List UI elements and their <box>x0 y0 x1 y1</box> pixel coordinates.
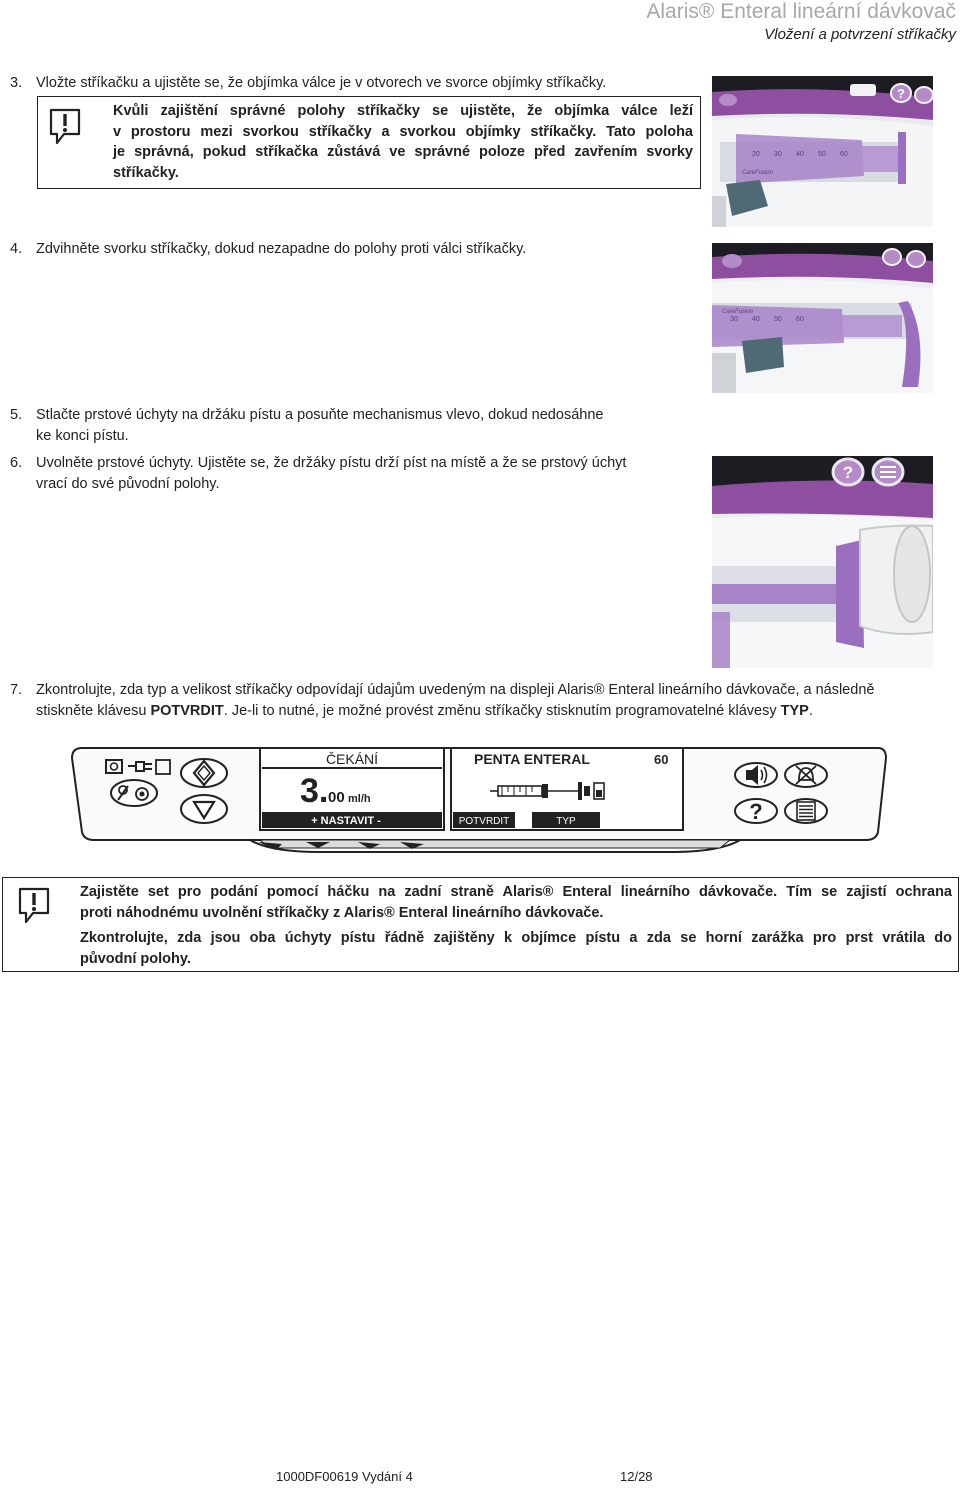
warning-1-line-4: stříkačky. <box>113 164 179 181</box>
photo-syringe-insert <box>712 76 933 227</box>
display-rate-unit: ml/h <box>348 793 371 805</box>
header-subtitle: Vložení a potvrzení stříkačky <box>764 26 956 43</box>
softkey-nastavit[interactable]: + NASTAVIT - <box>311 815 381 827</box>
help-key-label: ? <box>749 799 763 824</box>
scale-mark: 30 <box>774 151 782 158</box>
svg-text:?: ? <box>897 86 905 101</box>
warning-box-2 <box>2 877 959 972</box>
warning-icon <box>17 886 51 926</box>
step-text: vrací do své původní polohy. <box>36 476 220 492</box>
pump-front-panel <box>70 744 890 856</box>
step-number: 5. <box>10 407 23 423</box>
brand-label: CareFusion <box>742 170 774 176</box>
warning-1-line-1: Kvůli zajištění správné polohy stříkačky se ujistěte, že objímka válce leží <box>113 103 693 119</box>
step-number: 4. <box>10 241 23 257</box>
footer-page-number: 12/28 <box>620 1469 653 1484</box>
photo-plunger-holder <box>712 456 933 668</box>
scale-mark: 40 <box>796 151 804 158</box>
display-rate-dec: 00 <box>328 789 345 806</box>
scale-mark: 40 <box>752 316 760 323</box>
warning-2-line-3: Zkontrolujte, zda jsou oba úchyty pístu řádně zajištěny k objímce pístu a zda se horní zarážka pro prst vrátila do <box>80 930 952 946</box>
run-key-icon[interactable] <box>181 759 227 787</box>
scale-mark: 60 <box>796 316 804 323</box>
scale-mark: 50 <box>774 316 782 323</box>
brand-label: CareFusion <box>722 309 754 315</box>
display-syringe-size: 60 <box>654 752 669 767</box>
step-5 <box>10 405 700 447</box>
scale-mark: 60 <box>840 151 848 158</box>
photo-syringe-clamp <box>712 243 933 393</box>
step-7 <box>10 680 950 722</box>
on-off-key-icon[interactable] <box>111 780 157 806</box>
stop-key-icon[interactable] <box>181 795 227 823</box>
step-number: 7. <box>10 682 23 698</box>
step-text: . <box>808 703 813 719</box>
step-3 <box>10 73 700 94</box>
step-text: Stlačte prstové úchyty na držáku pístu a posuňte mechanismus vlevo, dokud nedosáhne <box>36 407 604 423</box>
display-rate-int: 3. <box>300 772 329 810</box>
display-status: ČEKÁNÍ <box>325 751 379 767</box>
step-text: Vložte stříkačku a ujistěte se, že objímka válce je v otvorech ve svorce objímky stříkačky. <box>36 75 607 91</box>
silence-alarm-key-icon[interactable] <box>785 763 827 787</box>
warning-icon <box>48 107 82 147</box>
warning-2-line-2: proti náhodnému uvolnění stříkačky z Alaris® Enteral lineárního dávkovače. <box>80 904 604 921</box>
step-text: . Je-li to nutné, je možné provést změnu stříkačky stisknutím programovatelné klávesy <box>223 703 781 719</box>
header-title: Alaris® Enteral lineární dávkovač <box>646 0 956 23</box>
svg-text:?: ? <box>842 463 854 482</box>
warning-box-1 <box>37 96 701 189</box>
key-name-confirm: POTVRDIT <box>150 703 224 719</box>
warning-1-line-2: v prostoru mezi svorkou stříkačky a svorkou objímky stříkačky. Tato poloha <box>113 123 693 140</box>
volume-key-icon[interactable] <box>735 763 777 787</box>
step-text: Zdvihněte svorku stříkačky, dokud nezapadne do polohy proti válci stříkačky. <box>36 241 527 257</box>
display-syringe-name: PENTA ENTERAL <box>474 751 590 767</box>
step-text: Zkontrolujte, zda typ a velikost stříkačky odpovídají údajům uvedeným na displeji Alaris® Enteral lineárního dávkovače, a následně <box>36 682 875 698</box>
options-key-icon[interactable] <box>785 799 827 823</box>
step-6 <box>10 453 700 495</box>
step-text: stiskněte klávesu <box>36 703 151 719</box>
warning-2-line-1: Zajistěte set pro podání pomocí háčku na zadní straně Alaris® Enteral lineárního dávkovače. Tím se zajistí ochrana <box>80 884 952 900</box>
footer-doc-id: 1000DF00619 Vydání 4 <box>276 1469 413 1484</box>
step-number: 6. <box>10 455 23 471</box>
warning-2-line-4: původní polohy. <box>80 950 191 967</box>
step-text: Uvolněte prstové úchyty. Ujistěte se, že držáky pístu drží píst na místě a že se prstový úchyt <box>36 455 627 471</box>
scale-mark: 50 <box>818 151 826 158</box>
softkey-typ[interactable]: TYP <box>556 816 576 827</box>
step-4 <box>10 239 700 260</box>
scale-mark: 30 <box>730 316 738 323</box>
help-key-icon[interactable] <box>735 799 777 824</box>
key-name-type: TYP <box>780 703 809 719</box>
softkey-potvrdit[interactable]: POTVRDIT <box>458 816 510 827</box>
scale-mark: 20 <box>752 151 760 158</box>
step-number: 3. <box>10 75 23 91</box>
warning-1-line-3: je správná, pokud stříkačka zůstává ve správné poloze před zavřením svorky <box>113 144 693 160</box>
step-text: ke konci pístu. <box>36 428 129 444</box>
